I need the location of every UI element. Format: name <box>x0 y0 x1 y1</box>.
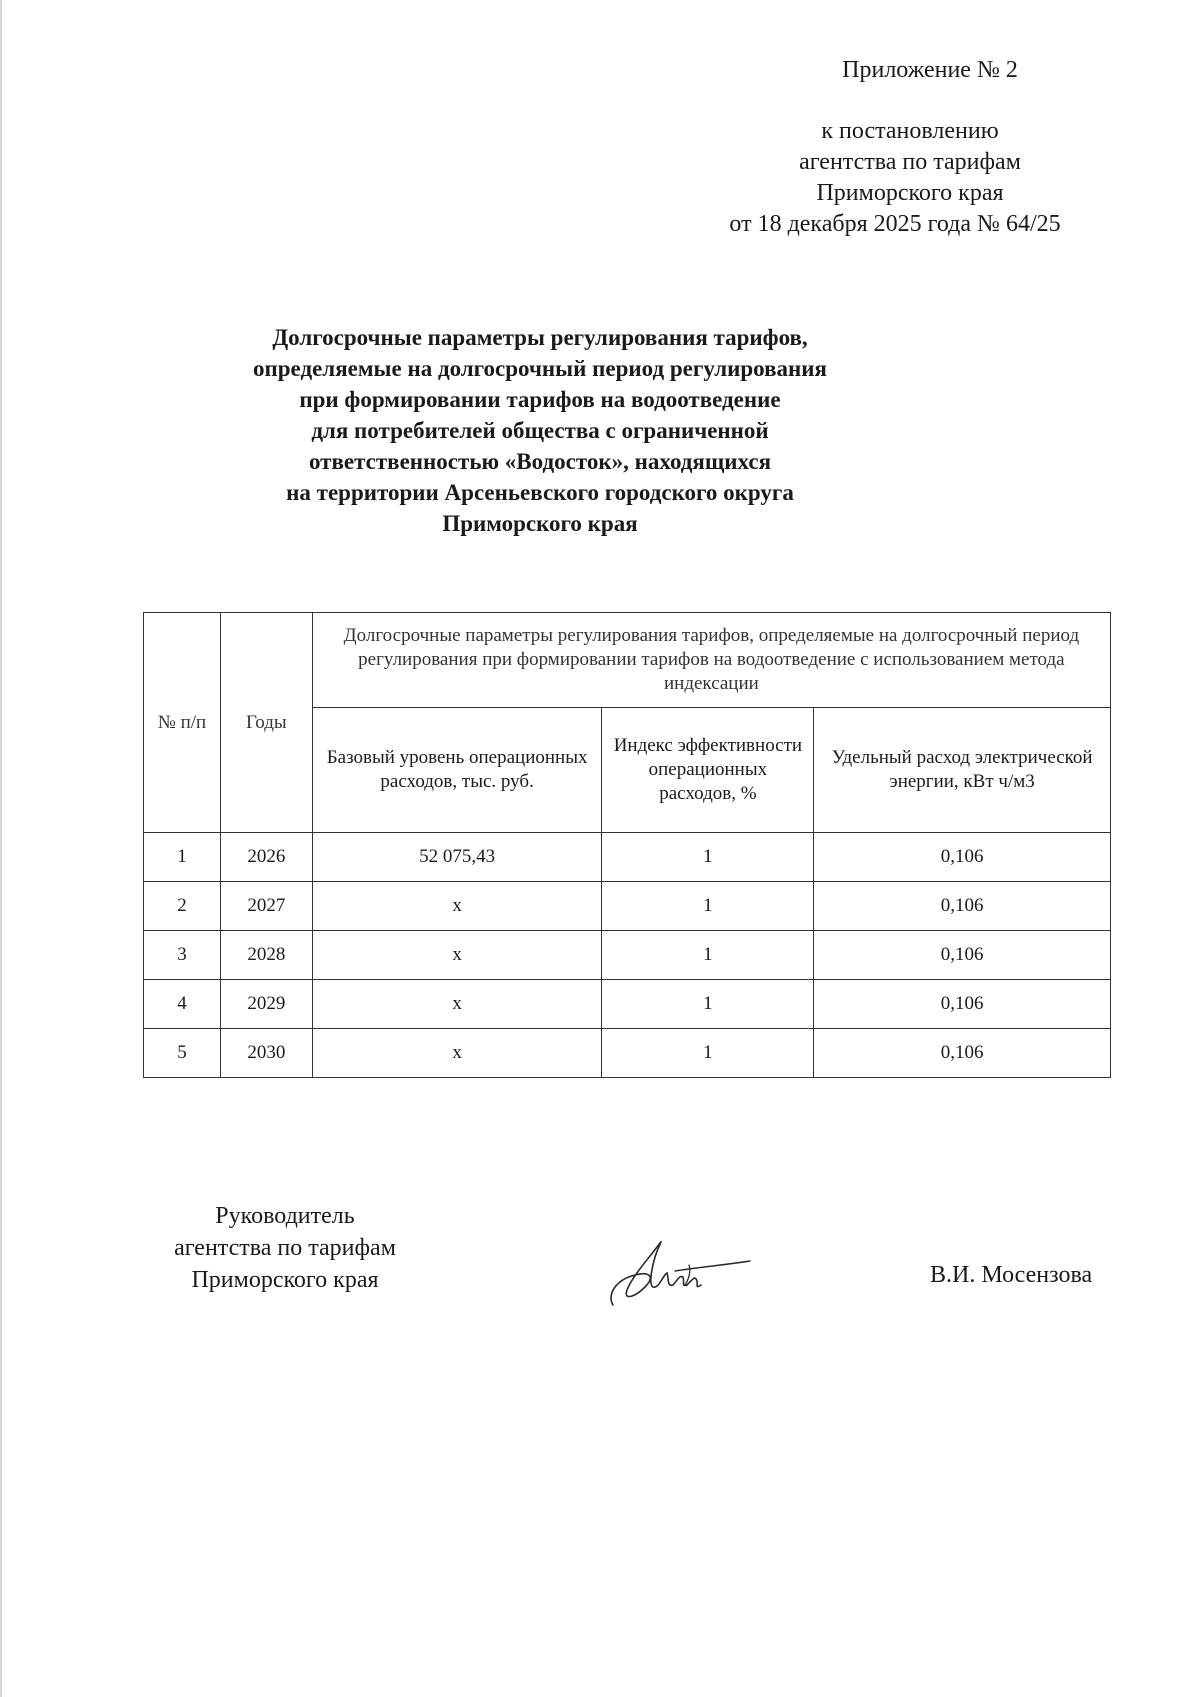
title-line: Долгосрочные параметры регулирования тарифов, <box>272 325 808 350</box>
cell-energy-consumption: 0,106 <box>814 980 1111 1029</box>
cell-year: 2030 <box>220 1029 312 1078</box>
header-energy-consumption: Удельный расход электрической энергии, кВт ч/м3 <box>814 708 1111 833</box>
cell-year: 2028 <box>220 931 312 980</box>
cell-year: 2029 <box>220 980 312 1029</box>
signatory-position <box>135 1200 435 1296</box>
cell-base-opex: х <box>312 931 602 980</box>
cell-num: 2 <box>144 882 221 931</box>
header-year: Годы <box>220 613 312 833</box>
position-line: Приморского края <box>191 1267 379 1293</box>
cell-efficiency-index: 1 <box>602 833 814 882</box>
cell-efficiency-index: 1 <box>602 980 814 1029</box>
table-row <box>144 833 1111 882</box>
cell-efficiency-index: 1 <box>602 882 814 931</box>
header-efficiency-index: Индекс эффективности операционных расходов, % <box>602 708 814 833</box>
annex-date: от 18 декабря 2025 года № 64/25 <box>729 211 1061 237</box>
title-line: для потребителей общества с ограниченной <box>311 418 769 443</box>
annex-header <box>700 55 1120 240</box>
cell-energy-consumption: 0,106 <box>814 882 1111 931</box>
title-line: Приморского края <box>442 511 638 536</box>
cell-year: 2027 <box>220 882 312 931</box>
table-row <box>144 1029 1111 1078</box>
annex-number: Приложение № 2 <box>842 57 1018 83</box>
annex-to: к постановлению <box>821 118 999 144</box>
cell-num: 3 <box>144 931 221 980</box>
title-line: определяемые на долгосрочный период регулирования <box>253 356 827 381</box>
cell-efficiency-index: 1 <box>602 931 814 980</box>
table-row <box>144 882 1111 931</box>
scan-edge <box>0 0 2 1697</box>
cell-base-opex: х <box>312 882 602 931</box>
cell-energy-consumption: 0,106 <box>814 1029 1111 1078</box>
header-base-opex: Базовый уровень операционных расходов, тыс. руб. <box>312 708 602 833</box>
position-line: Руководитель <box>215 1203 355 1229</box>
cell-year: 2026 <box>220 833 312 882</box>
cell-efficiency-index: 1 <box>602 1029 814 1078</box>
annex-region: Приморского края <box>816 180 1004 206</box>
document-title <box>200 322 880 539</box>
title-line: на территории Арсеньевского городского округа <box>286 480 794 505</box>
title-line: ответственностью «Водосток», находящихся <box>308 449 772 474</box>
header-num: № п/п <box>144 613 221 833</box>
position-line: агентства по тарифам <box>174 1235 396 1261</box>
cell-num: 5 <box>144 1029 221 1078</box>
signatory-name: В.И. Мосензова <box>930 1262 1093 1288</box>
annex-agency: агентства по тарифам <box>799 149 1021 175</box>
handwritten-signature <box>605 1235 755 1315</box>
cell-base-opex: х <box>312 1029 602 1078</box>
cell-energy-consumption: 0,106 <box>814 931 1111 980</box>
parameters-table <box>143 612 1111 1078</box>
header-group: Долгосрочные параметры регулирования тарифов, определяемые на долгосрочный период регулирования при формировании тарифов на водоотведение с использованием метода индексации <box>312 613 1110 708</box>
title-line: при формировании тарифов на водоотведение <box>299 387 781 412</box>
cell-num: 4 <box>144 980 221 1029</box>
table-row <box>144 980 1111 1029</box>
cell-num: 1 <box>144 833 221 882</box>
cell-base-opex: х <box>312 980 602 1029</box>
cell-energy-consumption: 0,106 <box>814 833 1111 882</box>
table-row <box>144 931 1111 980</box>
cell-base-opex: 52 075,43 <box>312 833 602 882</box>
